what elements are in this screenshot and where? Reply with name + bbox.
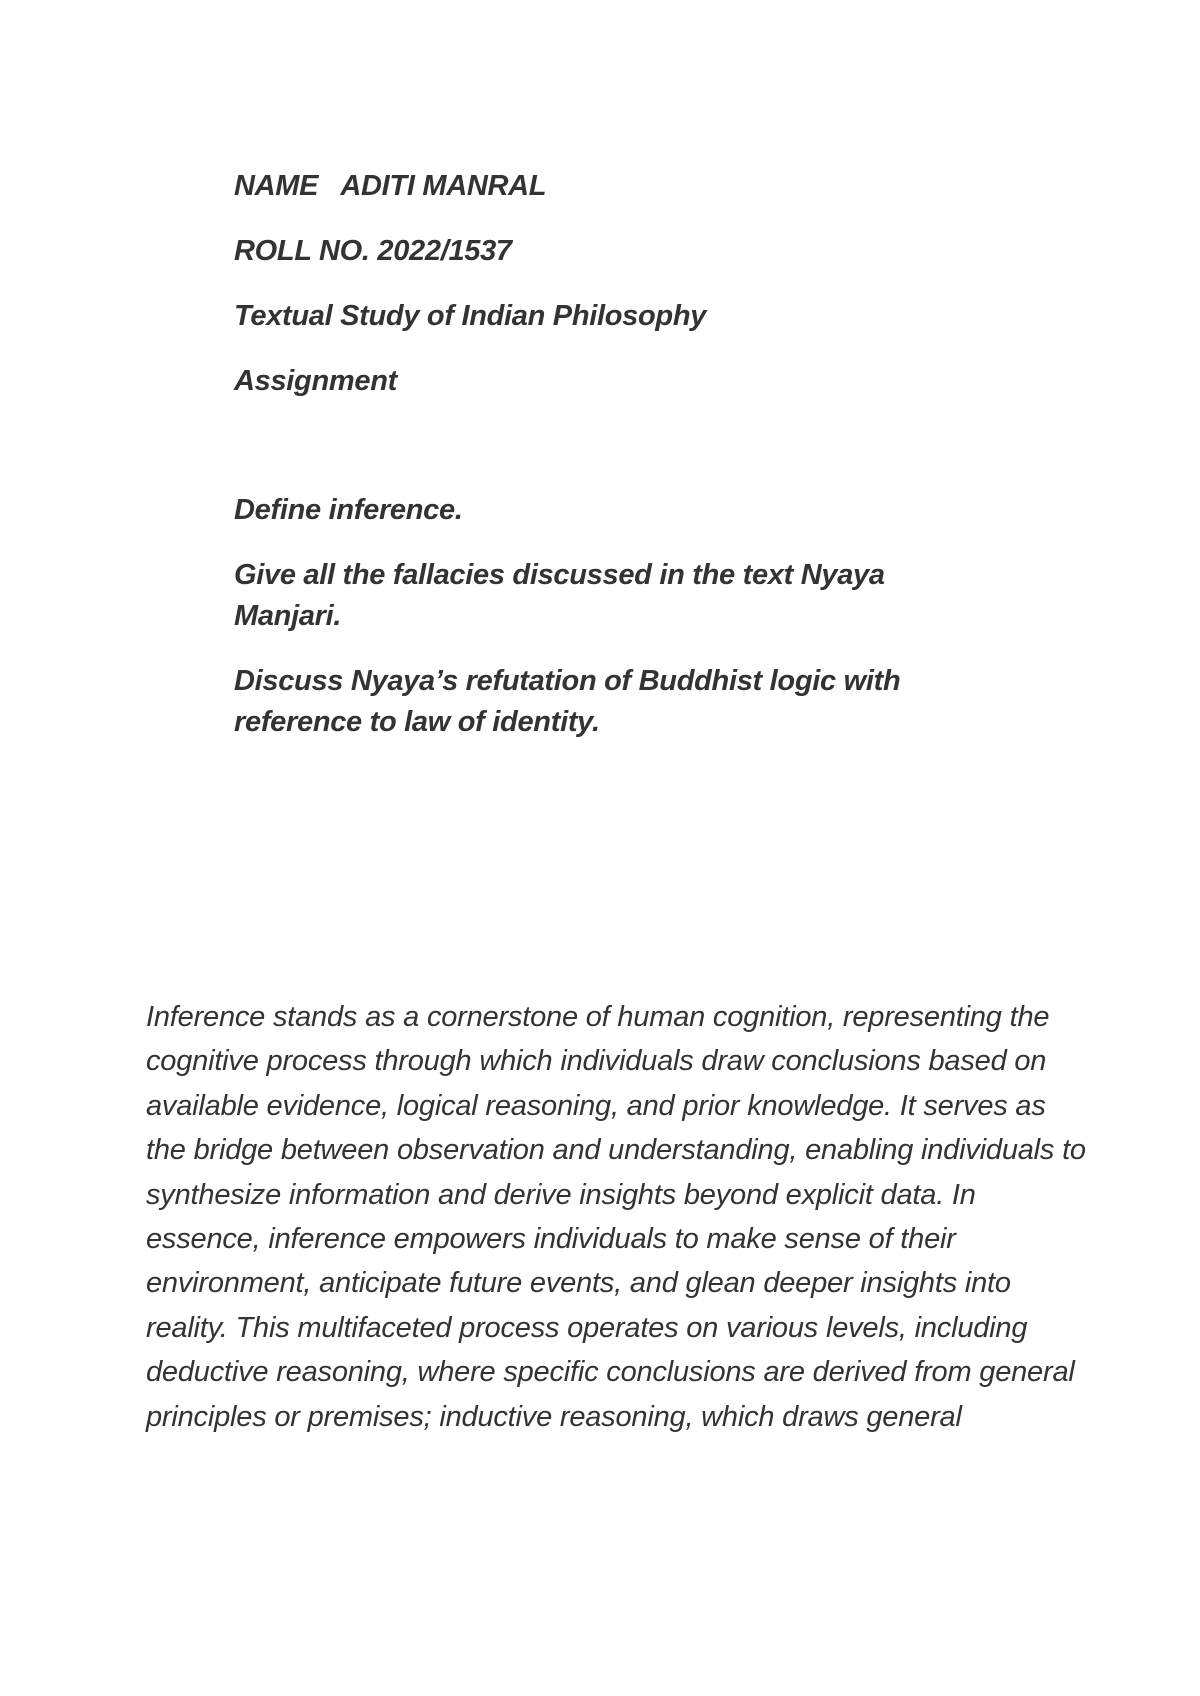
answer-paragraph: Inference stands as a cornerstone of human cognition, representing the cognitive process through which individuals draw conclusions based on available evidence, logical reasoning, and prior knowledge. It serves as the bridge between observation and understanding, enabling individuals to synthesize information and derive insights beyond explicit data. In essence, inference empowers individuals to make sense of their environment, anticipate future events, and glean deeper insights into reality. This multifaceted process operates on various levels, including deductive reasoning, where specific conclusions are derived from general principles or premises; inductive reasoning, which draws general: [146, 1001, 1086, 1433]
question-3: Discuss Nyaya’s refutation of Buddhist logic with reference to law of identity.: [234, 665, 901, 738]
assignment-label: Assignment: [234, 365, 397, 397]
answer-section: [146, 995, 1086, 1439]
student-header: [234, 166, 1054, 426]
assignment-questions: [234, 490, 994, 767]
roll-number: ROLL NO. 2022/1537: [234, 235, 512, 267]
course-title: Textual Study of Indian Philosophy: [234, 300, 707, 332]
question-1: Define inference.: [234, 494, 463, 526]
student-name: NAME ADITI MANRAL: [234, 170, 547, 202]
question-2: Give all the fallacies discussed in the text Nyaya Manjari.: [234, 559, 885, 632]
